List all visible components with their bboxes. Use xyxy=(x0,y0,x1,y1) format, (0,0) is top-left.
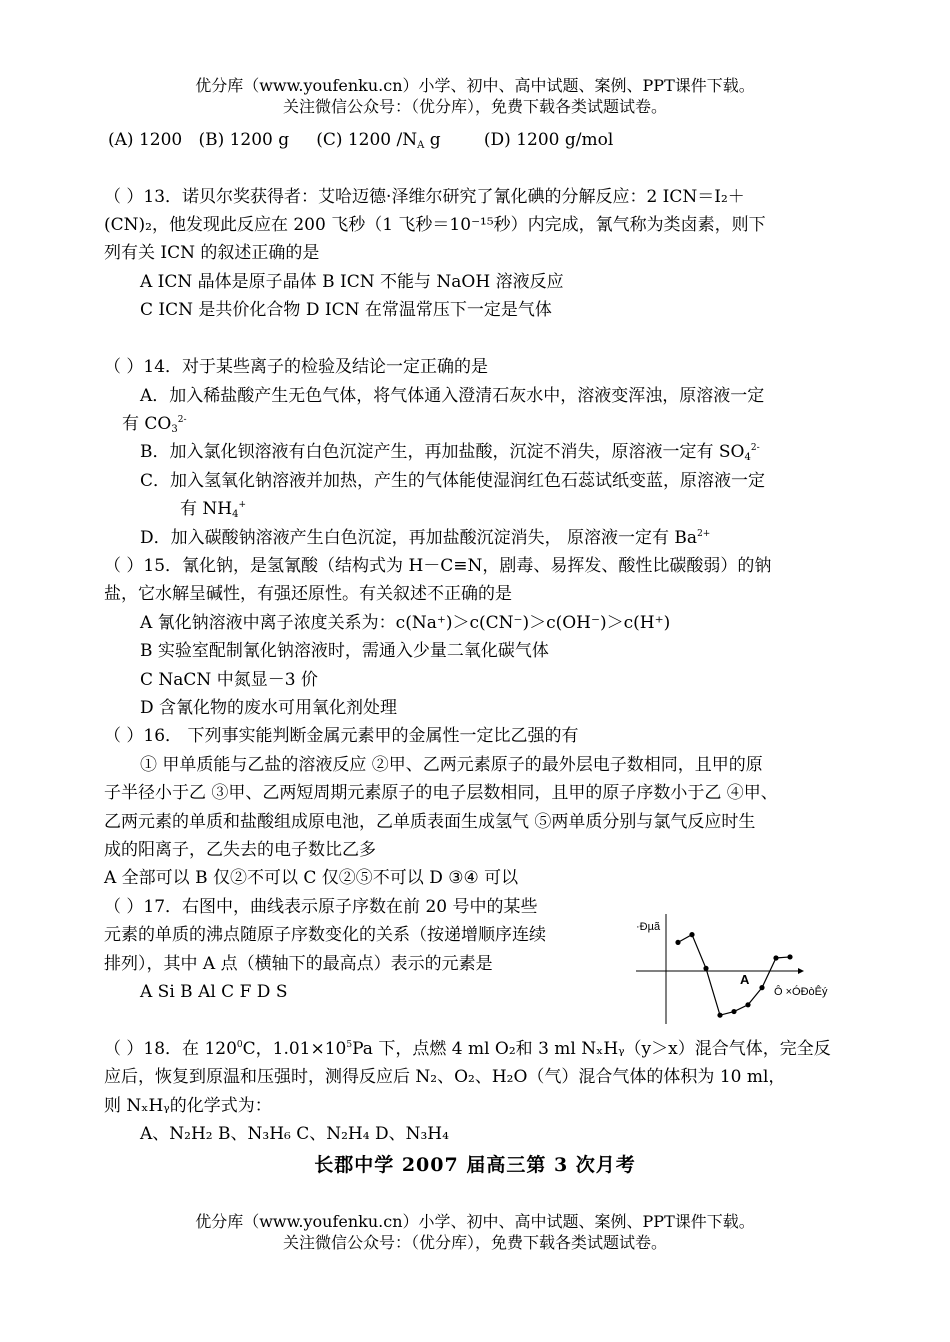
q12-options xyxy=(108,128,613,152)
graph-point xyxy=(787,954,792,959)
q13-line-1: （ ）13．诺贝尔奖获得者：艾哈迈德·泽维尔研究了氰化碘的分解反应：2 ICN＝I₂＋ xyxy=(104,187,745,207)
graph-point xyxy=(731,1009,736,1014)
q15-line-2: 盐，它水解呈碱性，有强还原性。有关叙述不正确的是 xyxy=(104,584,512,604)
q14-option-a-line-2: 有 $CO_3^{2-}$ xyxy=(122,414,187,435)
q15-option-b: B 实验室配制氰化钠溶液时，需通入少量二氧化碳气体 xyxy=(140,641,549,661)
q15-option-d: D 含氰化物的废水可用氧化剂处理 xyxy=(140,698,398,718)
q13-line-3: 列有关 ICN 的叙述正确的是 xyxy=(104,243,320,263)
graph-point xyxy=(759,985,764,990)
graph-point xyxy=(689,932,694,937)
graph-y-label: ·Ðµã xyxy=(636,921,661,933)
boiling-point-graph xyxy=(632,908,862,1026)
q17-line-2: 元素的单质的沸点随原子序数变化的关系（按递增顺序连续 xyxy=(104,925,546,945)
header-line-2: 关注微信公众号：（优分库），免费下载各类试题试卷。 xyxy=(282,97,667,116)
q14-stem: （ ）14．对于某些离子的检验及结论一定正确的是 xyxy=(104,357,489,377)
graph-points xyxy=(675,932,792,1018)
graph-point xyxy=(703,966,708,971)
q18-line-2: 应后，恢复到原温和压强时，测得反应后 N₂、O₂、H₂O（气）混合气体的体积为 10 ml， xyxy=(104,1067,786,1087)
footer-line-2: 关注微信公众号：（优分库），免费下载各类试题试卷。 xyxy=(282,1233,667,1252)
q12-option-c: (C) 1200 $/N_A$ g xyxy=(316,130,441,151)
q16-line-2: 子半径小于乙 ③甲、乙两短周期元素原子的电子层数相同，且甲的原子序数小于乙 ④甲、 xyxy=(104,783,778,803)
graph-x-arrow xyxy=(798,968,804,974)
q16-options: A 全部可以 B 仅②不可以 C 仅②⑤不可以 D ③④ 可以 xyxy=(104,868,519,888)
q16-line-4: 成的阳离子，乙失去的电子数比乙多 xyxy=(104,840,376,860)
graph-point xyxy=(773,955,778,960)
q15-option-a: A 氰化钠溶液中离子浓度关系为：c(Na⁺)＞c(CN⁻)＞c(OH⁻)＞c(H⁺) xyxy=(140,613,671,633)
q14-option-b: B．加入氯化钡溶液有白色沉淀产生，再加盐酸，沉淀不消失，原溶液一定有 $SO_4^{2-}$ xyxy=(140,442,760,463)
graph-point xyxy=(745,1002,750,1007)
footer-line-1: 优分库（www.youfenku.cn）小学、初中、高中试题、案例、PPT课件下载。 xyxy=(195,1212,755,1231)
q15-option-c: C NaCN 中氮显－3 价 xyxy=(140,670,318,690)
q13-options-2: C ICN 是共价化合物 D ICN 在常温常压下一定是气体 xyxy=(140,300,552,320)
q14-option-d: D．加入碳酸钠溶液产生白色沉淀，再加盐酸沉淀消失， 原溶液一定有 $Ba^{2+}$ xyxy=(140,528,711,548)
graph-point xyxy=(717,1013,722,1018)
graph-x-label: Ô ×ÓÐòÊý xyxy=(774,986,828,998)
q17-line-3: 排列），其中 A 点（横轴下的最高点）表示的元素是 xyxy=(104,954,493,974)
q17-options: A Si B Al C F D S xyxy=(140,982,288,1002)
q17-line-1: （ ）17．右图中，曲线表示原子序数在前 20 号中的某些 xyxy=(104,897,538,917)
q12-option-d: (D) 1200 g/mol xyxy=(483,130,614,150)
q12-option-a: (A) 1200 xyxy=(108,130,183,150)
q12-option-b: (B) 1200 g xyxy=(198,130,290,150)
q13-options-1: A ICN 晶体是原子晶体 B ICN 不能与 NaOH 溶液反应 xyxy=(140,272,564,292)
q16-line-3: 乙两元素的单质和盐酸组成原电池，乙单质表面生成氢气 ⑤两单质分别与氯气反应时生 xyxy=(104,812,756,832)
graph-point-label-a: A xyxy=(740,972,750,987)
q18-line-3: 则 NₓHᵧ的化学式为： xyxy=(104,1096,272,1116)
exam-title: 长郡中学 2007 届高三第 3 次月考 xyxy=(314,1154,636,1176)
graph-point xyxy=(675,940,680,945)
q14-option-c-line-2: 有 $NH_4^+$ xyxy=(180,499,247,520)
q14-option-c-line-1: C．加入氢氧化钠溶液并加热，产生的气体能使湿润红色石蕊试纸变蓝，原溶液一定 xyxy=(140,471,766,491)
q16-stem: （ ）16． 下列事实能判断金属元素甲的金属性一定比乙强的有 xyxy=(104,726,579,746)
graph-curve xyxy=(678,935,790,1016)
header-line-1: 优分库（www.youfenku.cn）小学、初中、高中试题、案例、PPT课件下载。 xyxy=(195,76,755,95)
q13-line-2: (CN)₂，他发现此反应在 200 飞秒（1 飞秒＝10⁻¹⁵秒）内完成，氰气称为类卤素，则下 xyxy=(104,215,766,235)
q18-line-1: （ ）18．在 $120^0C$，$1.01\times 10^5Pa$ 下，点燃 4 ml O₂和 3 ml NₓHᵧ（y＞x）混合气体，完全反 xyxy=(104,1039,831,1059)
q18-options: A、N₂H₂ B、N₃H₆ C、N₂H₄ D、N₃H₄ xyxy=(140,1124,449,1144)
q14-option-a-line-1: A．加入稀盐酸产生无色气体，将气体通入澄清石灰水中，溶液变浑浊，原溶液一定 xyxy=(140,386,765,406)
q16-line-1: ① 甲单质能与乙盐的溶液反应 ②甲、乙两元素原子的最外层电子数相同，且甲的原 xyxy=(140,755,763,775)
q15-line-1: （ ）15．氰化钠，是氢氰酸（结构式为 H－C≡N，剧毒、易挥发、酸性比碳酸弱）的钠 xyxy=(104,556,772,576)
